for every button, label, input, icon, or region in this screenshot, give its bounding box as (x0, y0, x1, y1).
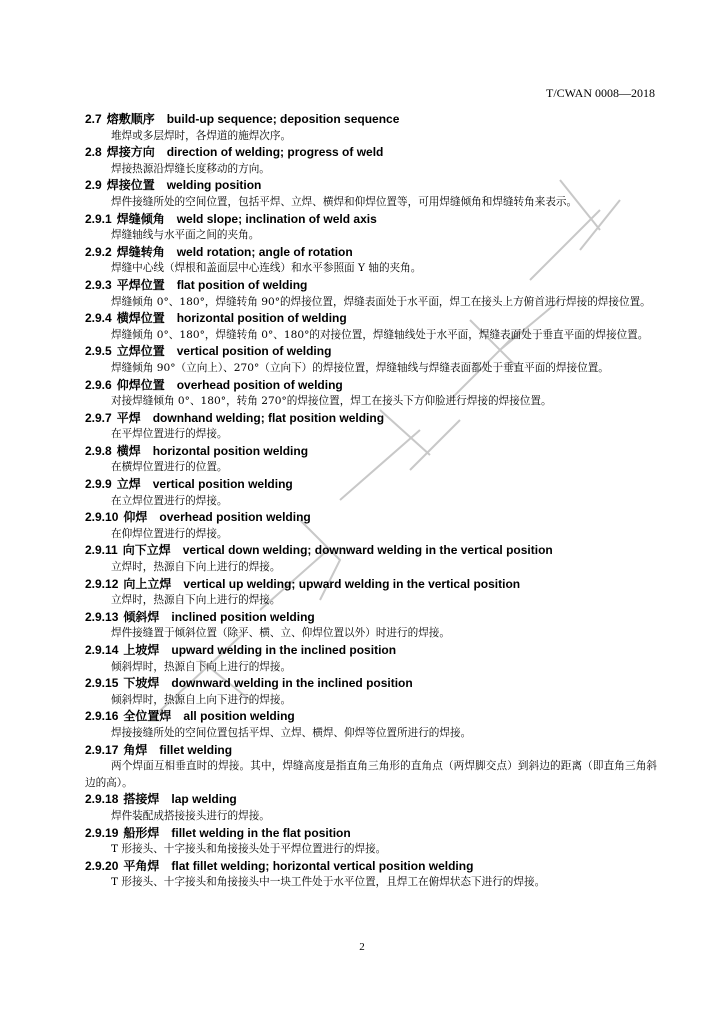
term-definition: 焊缝倾角 0°、180°，焊缝转角 0°、180°的对接位置，焊缝轴线处于水平面，焊缝表面处于垂直平面的焊接位置。 (111, 328, 649, 341)
term-heading (85, 542, 657, 559)
term-number: 2.9.20 (85, 858, 119, 873)
term-number: 2.9.19 (85, 825, 119, 840)
term-entry (85, 858, 657, 891)
term-number: 2.9.10 (85, 510, 119, 525)
term-heading (85, 443, 657, 460)
term-english: fillet welding (159, 742, 233, 757)
term-definition: 两个焊面互相垂直时的焊接。其中，焊缝高度是指直角三角形的直角点（两焊脚交点）到斜边的距离（即直角三角斜边的高）。 (85, 760, 657, 789)
term-heading (85, 476, 657, 493)
term-definition: 立焊时，热源自下向上进行的焊接。 (111, 594, 281, 607)
term-chinese: 仰焊 (123, 510, 148, 525)
term-english: upward welding in the inclined position (171, 643, 397, 657)
term-definition: 倾斜焊时，热源自上向下进行的焊接。 (111, 693, 292, 706)
term-chinese: 平焊位置 (116, 277, 165, 292)
terms-list (85, 111, 657, 891)
term-heading (85, 675, 657, 692)
term-english: vertical position welding (152, 477, 293, 492)
term-chinese: 仰焊位置 (116, 377, 165, 392)
term-entry (85, 377, 657, 410)
term-english: fillet welding in the flat position (171, 825, 351, 840)
term-heading (85, 144, 657, 161)
term-english: weld rotation; angle of rotation (176, 244, 353, 259)
term-entry (85, 742, 657, 792)
term-chinese: 平角焊 (123, 858, 160, 873)
term-english: vertical up welding; upward welding in the vertical position (183, 576, 521, 591)
term-entry (85, 708, 657, 741)
term-heading (85, 177, 657, 194)
term-definition: 焊接热源沿焊缝长度移动的方向。 (111, 162, 270, 175)
term-entry (85, 144, 657, 177)
term-entry (85, 609, 657, 642)
term-definition: 对接焊缝倾角 0°、180°，转角 270°的焊接位置，焊工在接头下方仰脸进行焊接的焊接位置。 (111, 395, 552, 408)
document-number: T/CWAN 0008—2018 (546, 86, 655, 100)
term-entry (85, 410, 657, 443)
term-english: downward welding in the inclined position (171, 676, 413, 691)
term-chinese: 搭接焊 (123, 792, 160, 807)
term-definition: 焊接接缝所处的空间位置包括平焊、立焊、横焊、仰焊等位置所进行的焊接。 (111, 726, 472, 739)
term-heading (85, 509, 657, 526)
term-english: flat fillet welding; horizontal vertical position welding (171, 858, 474, 873)
term-chinese: 焊缝转角 (116, 244, 165, 259)
term-number: 2.9.5 (85, 344, 112, 359)
term-english: weld slope; inclination of weld axis (176, 211, 377, 226)
term-definition: T 形接头、十字接头和角接接头中一块工件处于水平位置，且焊工在俯焊状态下进行的焊接。 (111, 876, 546, 889)
term-chinese: 船形焊 (123, 825, 160, 840)
term-chinese: 平焊 (116, 410, 141, 425)
term-definition: 焊件接缝置于倾斜位置（除平、横、立、仰焊位置以外）时进行的焊接。 (111, 627, 450, 640)
term-english: downhand welding; flat position welding (152, 410, 385, 425)
term-english: direction of welding; progress of weld (166, 145, 384, 160)
term-heading (85, 310, 657, 327)
term-definition: 焊缝中心线（焊根和盖面层中心连线）和水平参照面 Y 轴的夹角。 (111, 262, 422, 275)
term-chinese: 角焊 (123, 742, 148, 757)
term-number: 2.9.9 (85, 477, 112, 492)
term-number: 2.9.13 (85, 609, 119, 624)
term-number: 2.9.1 (85, 211, 112, 226)
term-heading (85, 576, 657, 593)
term-entry (85, 277, 657, 310)
term-definition: 焊缝轴线与水平面之间的夹角。 (111, 229, 260, 242)
term-entry (85, 476, 657, 509)
term-number: 2.9.17 (85, 742, 119, 757)
page-number: 2 (359, 941, 365, 953)
term-entry (85, 542, 657, 575)
term-definition: 焊缝倾角 90°（立向上）、270°（立向下）的焊接位置，焊缝轴线与焊缝表面都处于垂直平面的焊接位置。 (111, 361, 609, 374)
term-heading (85, 791, 657, 808)
term-definition: 焊缝倾角 0°、180°，焊缝转角 90°的焊接位置，焊缝表面处于水平面，焊工在接头上方俯首进行焊接的焊接位置。 (111, 295, 651, 308)
term-number: 2.9.12 (85, 576, 119, 591)
term-english: vertical down welding; downward welding in the vertical position (182, 543, 553, 558)
term-entry (85, 310, 657, 343)
term-number: 2.9.14 (85, 643, 119, 657)
term-definition: 在立焊位置进行的焊接。 (111, 494, 228, 507)
term-number: 2.9.3 (85, 277, 112, 292)
term-heading (85, 858, 657, 875)
term-chinese: 立焊 (116, 477, 141, 492)
term-chinese: 焊缝倾角 (116, 211, 165, 226)
term-chinese: 倾斜焊 (123, 609, 160, 624)
term-heading (85, 825, 657, 842)
term-english: build-up sequence; deposition sequence (166, 112, 400, 126)
term-english: overhead position welding (159, 510, 311, 525)
term-definition: 倾斜焊时，热源自下向上进行的焊接。 (111, 660, 292, 673)
term-entry (85, 443, 657, 476)
term-definition: T 形接头、十字接头和角接接头处于平焊位置进行的焊接。 (111, 843, 387, 856)
term-english: inclined position welding (171, 609, 315, 624)
term-entry (85, 343, 657, 376)
term-english: horizontal position welding (152, 443, 309, 458)
term-english: welding position (166, 178, 262, 193)
term-chinese: 横焊 (116, 443, 141, 458)
term-heading (85, 410, 657, 427)
term-entry (85, 177, 657, 210)
term-heading (85, 244, 657, 261)
term-english: flat position of welding (176, 277, 308, 292)
term-heading (85, 277, 657, 294)
term-heading (85, 609, 657, 626)
term-definition: 焊件接缝所处的空间位置，包括平焊、立焊、横焊和仰焊位置等，可用焊缝倾角和焊缝转角来表示。 (111, 195, 578, 208)
term-number: 2.9.7 (85, 410, 112, 425)
term-entry (85, 211, 657, 244)
term-number: 2.9 (85, 178, 102, 193)
term-definition: 立焊时，热源自下向上进行的焊接。 (111, 561, 281, 574)
term-number: 2.9.6 (85, 377, 112, 392)
term-entry (85, 509, 657, 542)
term-number: 2.7 (85, 112, 102, 126)
term-definition: 在横焊位置进行的位置。 (111, 461, 228, 474)
term-english: all position welding (183, 709, 295, 724)
term-definition: 堆焊或多层焊时，各焊道的施焊次序。 (111, 129, 292, 142)
term-chinese: 焊接方向 (106, 145, 155, 160)
term-english: horizontal position of welding (176, 311, 347, 326)
term-heading (85, 111, 657, 128)
term-chinese: 上坡焊 (123, 643, 160, 657)
term-english: lap welding (171, 792, 237, 807)
term-chinese: 向下立焊 (122, 543, 171, 558)
term-entry (85, 791, 657, 824)
term-entry (85, 825, 657, 858)
term-chinese: 熔敷顺序 (106, 112, 155, 126)
term-heading (85, 343, 657, 360)
term-chinese: 立焊位置 (116, 344, 165, 359)
term-heading (85, 742, 657, 759)
term-number: 2.9.8 (85, 443, 112, 458)
term-chinese: 全位置焊 (123, 709, 172, 724)
term-heading (85, 708, 657, 725)
term-entry (85, 675, 657, 708)
term-number: 2.9.18 (85, 792, 119, 807)
term-definition: 在平焊位置进行的焊接。 (111, 428, 228, 441)
term-chinese: 焊接位置 (106, 178, 155, 193)
term-number: 2.9.15 (85, 676, 119, 691)
term-entry (85, 244, 657, 277)
term-number: 2.9.2 (85, 244, 112, 259)
term-chinese: 下坡焊 (123, 676, 160, 691)
term-number: 2.9.11 (85, 543, 118, 558)
term-entry (85, 576, 657, 609)
term-definition: 焊件装配成搭接接头进行的焊接。 (111, 809, 270, 822)
term-english: overhead position of welding (176, 377, 343, 392)
term-entry (85, 111, 657, 144)
term-heading (85, 377, 657, 394)
term-number: 2.9.4 (85, 311, 112, 326)
term-number: 2.8 (85, 145, 102, 160)
term-number: 2.9.16 (85, 709, 119, 724)
term-heading (85, 642, 657, 659)
term-heading (85, 211, 657, 228)
term-definition: 在仰焊位置进行的焊接。 (111, 527, 228, 540)
term-entry (85, 642, 657, 675)
term-english: vertical position of welding (176, 344, 332, 359)
term-chinese: 横焊位置 (116, 311, 165, 326)
term-chinese: 向上立焊 (123, 576, 172, 591)
